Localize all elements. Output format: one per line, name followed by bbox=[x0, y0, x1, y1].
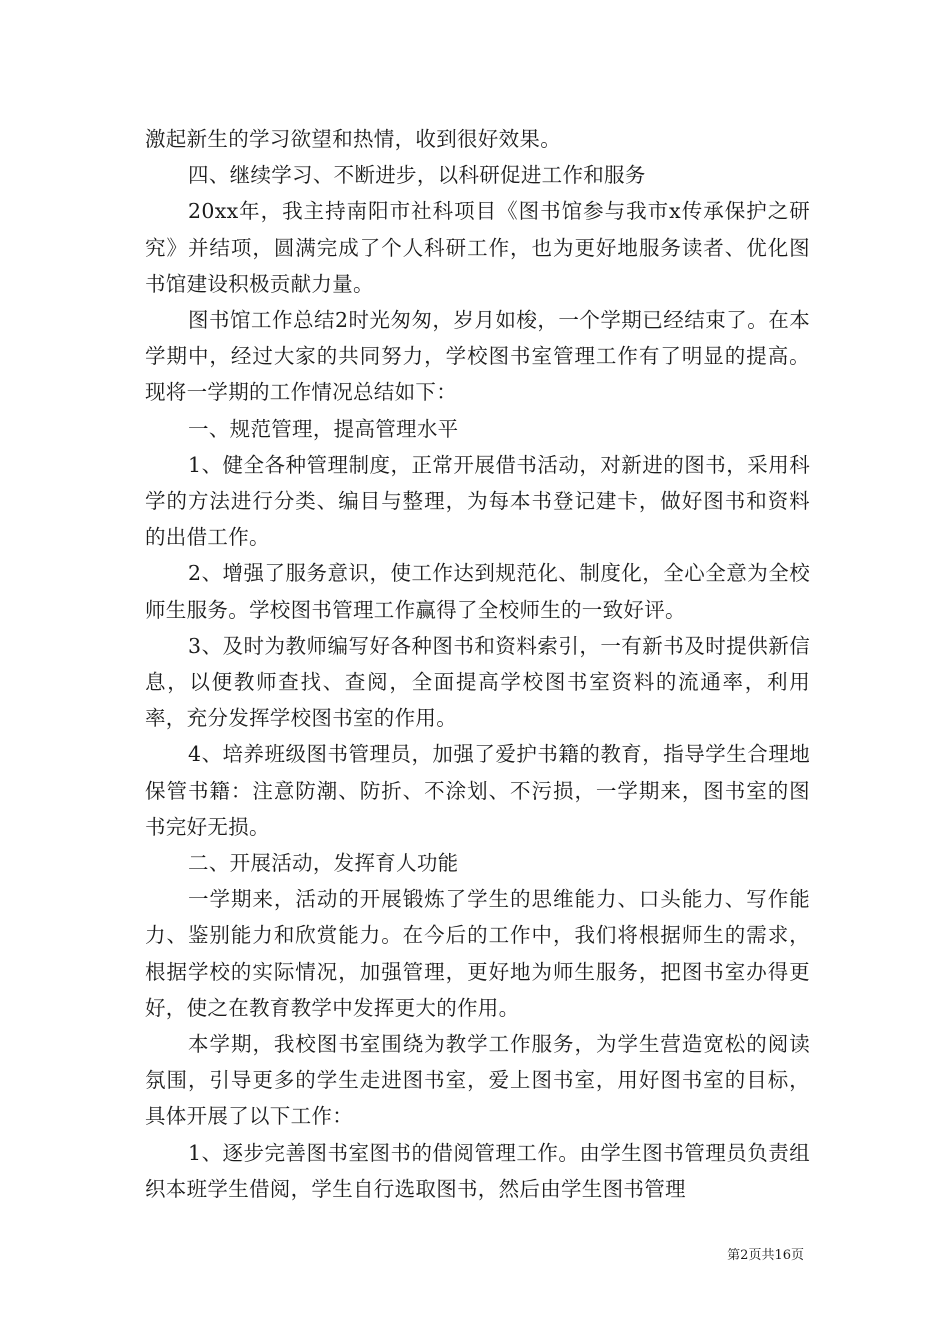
paragraph-9: 二、开展活动，发挥育人功能 bbox=[188, 851, 459, 876]
paragraph-12: 1、逐步完善图书室图书的借阅管理工作。由学生图书管理员负责组织本班学生借阅，学生自行选取图书，然后由学生图书管理 bbox=[145, 1140, 810, 1201]
paragraph-8: 4、培养班级图书管理员，加强了爱护书籍的教育，指导学生合理地保管书籍：注意防潮、防折、不涂划、不污损，一学期来，图书室的图书完好无损。 bbox=[145, 742, 810, 839]
paragraph-1: 四、继续学习、不断进步，以科研促进工作和服务 bbox=[188, 163, 646, 188]
document-body bbox=[145, 121, 810, 1207]
paragraph-2: 20xx年，我主持南阳市社科项目《图书馆参与我市x传承保护之研究》并结项，圆满完成了个人科研工作，也为更好地服务读者、优化图书馆建设积极贡献力量。 bbox=[145, 199, 810, 296]
paragraph-6: 2、增强了服务意识，使工作达到规范化、制度化，全心全意为全校师生服务。学校图书管理工作赢得了全校师生的一致好评。 bbox=[145, 561, 810, 622]
paragraph-7: 3、及时为教师编写好各种图书和资料索引，一有新书及时提供新信息，以便教师查找、查阅，全面提高学校图书室资料的流通率，利用率，充分发挥学校图书室的作用。 bbox=[145, 633, 810, 731]
paragraph-5: 1、健全各种管理制度，正常开展借书活动，对新进的图书，采用科学的方法进行分类、编目与整理，为每本书登记建卡，做好图书和资料的出借工作。 bbox=[145, 452, 810, 550]
page-number-footer: 第2页共16页 bbox=[727, 1248, 804, 1263]
paragraph-11: 本学期，我校图书室围绕为教学工作服务，为学生营造宽松的阅读氛围，引导更多的学生走进图书室，爱上图书室，用好图书室的目标，具体开展了以下工作： bbox=[145, 1032, 810, 1129]
paragraph-3: 图书馆工作总结2时光匆匆，岁月如梭，一个学期已经结束了。在本学期中，经过大家的共同努力，学校图书室管理工作有了明显的提高。现将一学期的工作情况总结如下： bbox=[145, 308, 810, 405]
paragraph-10: 一学期来，活动的开展锻炼了学生的思维能力、口头能力、写作能力、鉴别能力和欣赏能力。在今后的工作中，我们将根据师生的需求，根据学校的实际情况，加强管理，更好地为师生服务，把图书室办得更好，使之在教育教学中发挥更大的作用。 bbox=[145, 887, 810, 1020]
paragraph-0: 激起新生的学习欲望和热情，收到很好效果。 bbox=[145, 127, 561, 151]
paragraph-4: 一、规范管理，提高管理水平 bbox=[188, 416, 459, 441]
